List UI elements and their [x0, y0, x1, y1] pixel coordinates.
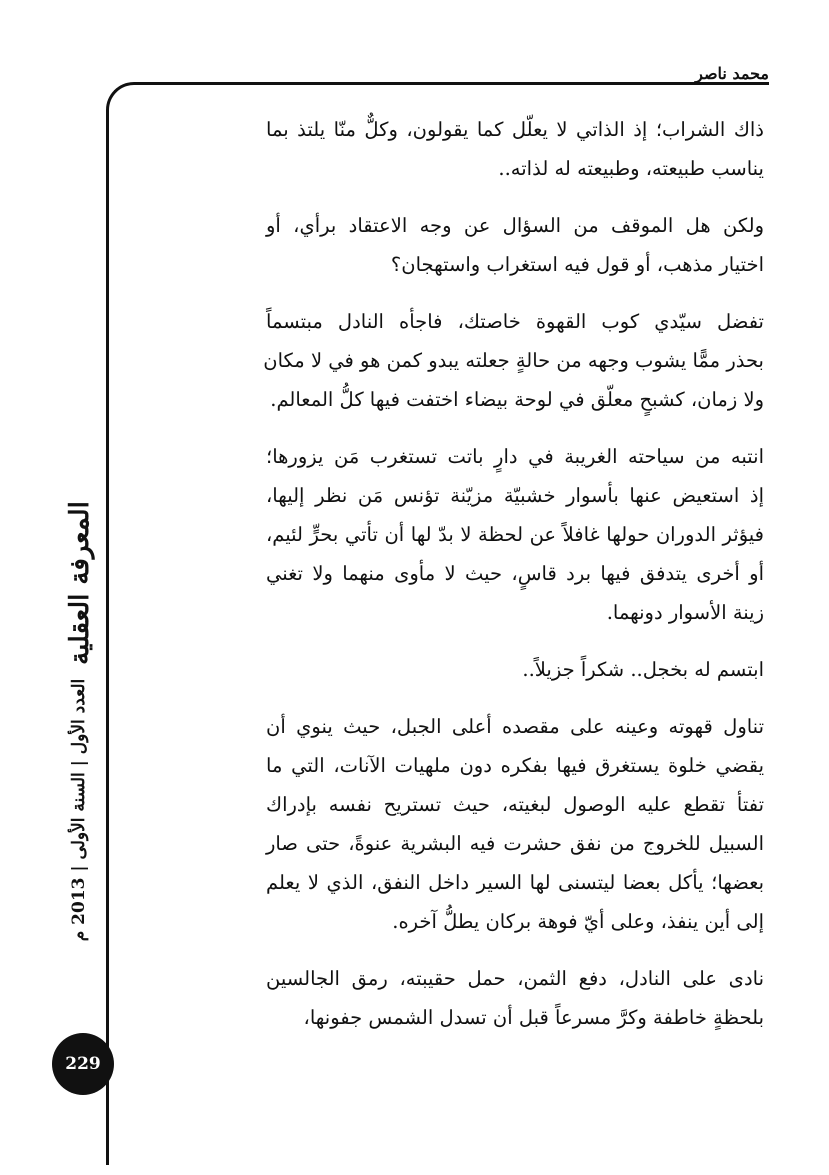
text-line: تفضل سيّدي كوب القهوة خاصتك، فاجأه النادل مبتسماً [266, 310, 764, 333]
text-line: بحذر ممًّا يشوب وجهه من حالةٍ جعلته يبدو كمن هو في لا مكان [263, 349, 764, 372]
text-line: نادى على النادل، دفع الثمن، حمل حقيبته، رمق الجالسين [266, 967, 764, 990]
text-line: ذاك الشراب؛ إذ الذاتي لا يعلّل كما يقولون، وكلٌّ منّا يلتذ بما [266, 118, 764, 141]
paragraph [266, 707, 764, 941]
text-line: ولا زمان، كشبحٍ معلّق في لوحة بيضاء اختفت فيها كلُّ المعالم. [270, 388, 764, 411]
text-line: بلحظةٍ خاطفة وكرَّ مسرعاً قبل أن تسدل الشمس جفونها، [303, 1006, 764, 1029]
text-line: ولكن هل الموقف من السؤال عن وجه الاعتقاد برأي، أو [266, 214, 764, 237]
text-line: يناسب طبيعته، وطبيعته له لذاته.. [498, 157, 764, 180]
text-line: إلى أين ينفذ، وعلى أيّ فوهة بركان يطلُّ آخره. [392, 910, 764, 933]
paragraph [266, 959, 764, 1037]
text-line: إذ استعيض عنها بأسوار خشبيّة مزيّنة تؤنس مَن نظر إليها، [266, 484, 764, 507]
journal-title-text: المعرفة العقلية [65, 501, 95, 665]
article-body [263, 110, 764, 1055]
paragraph [266, 650, 764, 689]
page-number-badge: 229 [52, 1033, 114, 1095]
issue-info-text: العدد الأول | السنة الأولى | 2013 م [69, 678, 89, 942]
paragraph [266, 206, 764, 284]
paragraph [266, 110, 764, 188]
text-line: يقضي خلوة يستغرق فيها بفكره دون ملهيات الآنات، التي ما [266, 754, 764, 777]
issue-info [64, 680, 94, 940]
text-line: السبيل للخروج من نفق حشرت فيه البشرية عنوةً، حتى صار [266, 832, 764, 855]
paragraph [266, 437, 764, 632]
text-line: زينة الأسوار دونهما. [606, 601, 764, 624]
text-line: أو أخرى يتدفق فيها برد قاسٍ، حيث لا مأوى منهما ولا تغني [266, 562, 764, 585]
author-name: محمد ناصر [695, 64, 769, 83]
paragraph [263, 302, 764, 419]
text-line: انتبه من سياحته الغريبة في دارٍ باتت تستغرب مَن يزورها؛ [266, 445, 764, 468]
text-line: اختيار مذهب، أو قول فيه استغراب واستهجان؟ [390, 253, 764, 276]
text-line: تفتأ تقطع عليه الوصول لبغيته، حيث تستريح نفسه بإدراك [266, 793, 764, 816]
journal-title [52, 498, 108, 668]
text-line: فيؤثر الدوران حولها غافلاً عن لحظة لا بدّ لها أن تأتي بحرٍّ لئيم، [266, 523, 764, 546]
text-line: بعضها؛ يأكل بعضا ليتسنى لها السير داخل النفق، الذي لا يعلم [266, 871, 764, 894]
text-line: تناول قهوته وعينه على مقصده أعلى الجبل، حيث ينوي أن [266, 715, 764, 738]
text-line: ابتسم له بخجل.. شكراً جزيلاً.. [522, 658, 764, 681]
